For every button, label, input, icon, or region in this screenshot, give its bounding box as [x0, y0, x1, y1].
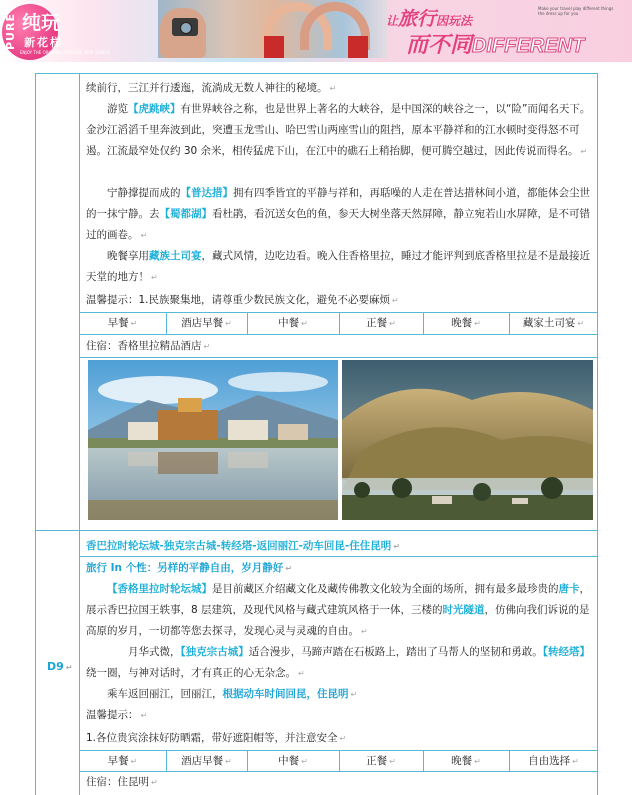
- day9-tip-title: 温馨提示： ↵: [86, 709, 148, 721]
- day9-old-town: 月华式微，【独克宗古城】适合漫步，马蹄声踏在石板路上，踏出了马帮人的坚韧和勇敢。【转经塔】绕一圈，与神对话时，才有真正的心无杂念。 ↵: [86, 646, 590, 679]
- photo-grassland-hills: [342, 360, 593, 520]
- day9-stay: 住宿：住昆明 ↵: [86, 776, 158, 788]
- meal-cell: 正餐 ↵: [366, 755, 396, 767]
- day9-kalachakra: 【香格里拉时轮坛城】是目前藏区介绍藏文化及藏传佛教文化较为全面的场所，拥有最多最珍贵的唐卡，展示香巴拉国王轶事，8 层建筑，及现代风格与藏式建筑风格于一体，三楼的时光隧道，仿佛向我们诉说的是高原的岁月，一切都等您去探寻，发现心灵与灵魂的自由。 ↵: [86, 583, 590, 637]
- day8-tip: 温馨提示：1.民族聚集地，请尊重少数民族文化，避免不必要麻烦 ↵: [86, 294, 399, 306]
- day8-intro: 续前行，三江并行逶迤，流淌成无数人神往的秘境。 ↵: [86, 82, 337, 94]
- slogan-line-2: 而不同DIFFERENT: [406, 33, 585, 58]
- day8-stay: 住宿：香格里拉精品酒店 ↵: [86, 340, 211, 352]
- meal-cell: 中餐 ↵: [278, 755, 308, 767]
- sleeve-shape: [264, 36, 284, 58]
- sleeve-shape-2: [348, 36, 368, 58]
- day8-dinner: 晚餐享用藏族土司宴，藏式风情，边吃边看。晚入住香格里拉，睡过才能评判到底香格里拉是不是最接近天堂的地方！ ↵: [86, 250, 590, 283]
- logo-pure-text: PURE: [4, 13, 17, 50]
- meal-cell: 酒店早餐 ↵: [181, 317, 232, 329]
- logo-tagline: ENJOY THE ORIGINAL, EXPLORE NEW THINGS: [20, 50, 110, 55]
- meal-cell: 正餐 ↵: [366, 317, 396, 329]
- meal-cell: 藏家土司宴 ↵: [522, 317, 585, 329]
- meal-cell: 早餐 ↵: [107, 755, 138, 767]
- day9-subtitle: 旅行 In 个性：另样的平静自由，岁月静好 ↵: [86, 562, 292, 574]
- camera-icon: [172, 18, 198, 36]
- table-day-column-divider: [79, 73, 80, 795]
- slogan-line-1: 让旅行因玩法: [386, 8, 473, 30]
- meal-cell: 晚餐 ↵: [451, 755, 481, 767]
- header-banner: [0, 0, 632, 62]
- slogan-english: Make your travel play different things the dress up for you: [538, 6, 614, 16]
- meal-cell: 晚餐 ↵: [451, 317, 481, 329]
- photo-songzanlin-monastery: [88, 360, 338, 520]
- day8-pudacuo: 宁静撑提而成的【普达措】拥有四季皆宜的平静与祥和，再聒噪的人走在普达措林间小道，都能体会尘世的一抹宁静。去【蜀都湖】看杜鹃，看沉送女色的鱼，参天大树坐落天然屏障，静立宛若山水屏障，是不可错过的画卷。 ↵: [86, 187, 590, 241]
- day9-title: 香巴拉时轮坛城-独克宗古城-转经塔-返回丽江-动车回昆-住住昆明 ↵: [86, 540, 400, 552]
- meal-cell: 自由选择 ↵: [528, 755, 579, 767]
- meal-cell: 早餐 ↵: [107, 317, 138, 329]
- day8-tiger-leaping: 游览【虎跳峡】有世界峡谷之称，也是世界上著名的大峡谷，是中国深的峡谷之一，以“险”而闻名天下。金沙江滔滔千里奔波到此，突遭玉龙雪山、哈巴雪山两座雪山的阻挡，原本平静祥和的江水顿时变得怒不可遏。江流最窄处仅约 30 余米，相传猛虎下山，在江中的礁石上稍抬脚，便可腾空越过，因此传说而得名。 ↵: [86, 103, 591, 157]
- day9-label: D9 ↵: [47, 660, 73, 673]
- meal-cell: 中餐 ↵: [278, 317, 308, 329]
- day9-tip: 1.各位贵宾涂抹好防晒霜，带好遮阳帽等，并注意安全 ↵: [86, 732, 347, 744]
- logo-subtitle: 新花样: [24, 36, 63, 49]
- logo-title: 纯玩: [22, 12, 61, 34]
- meal-cell: 酒店早餐 ↵: [181, 755, 232, 767]
- day9-return: 乘车返回丽江，回丽江，根据动车时间回昆，住昆明 ↵: [107, 688, 358, 700]
